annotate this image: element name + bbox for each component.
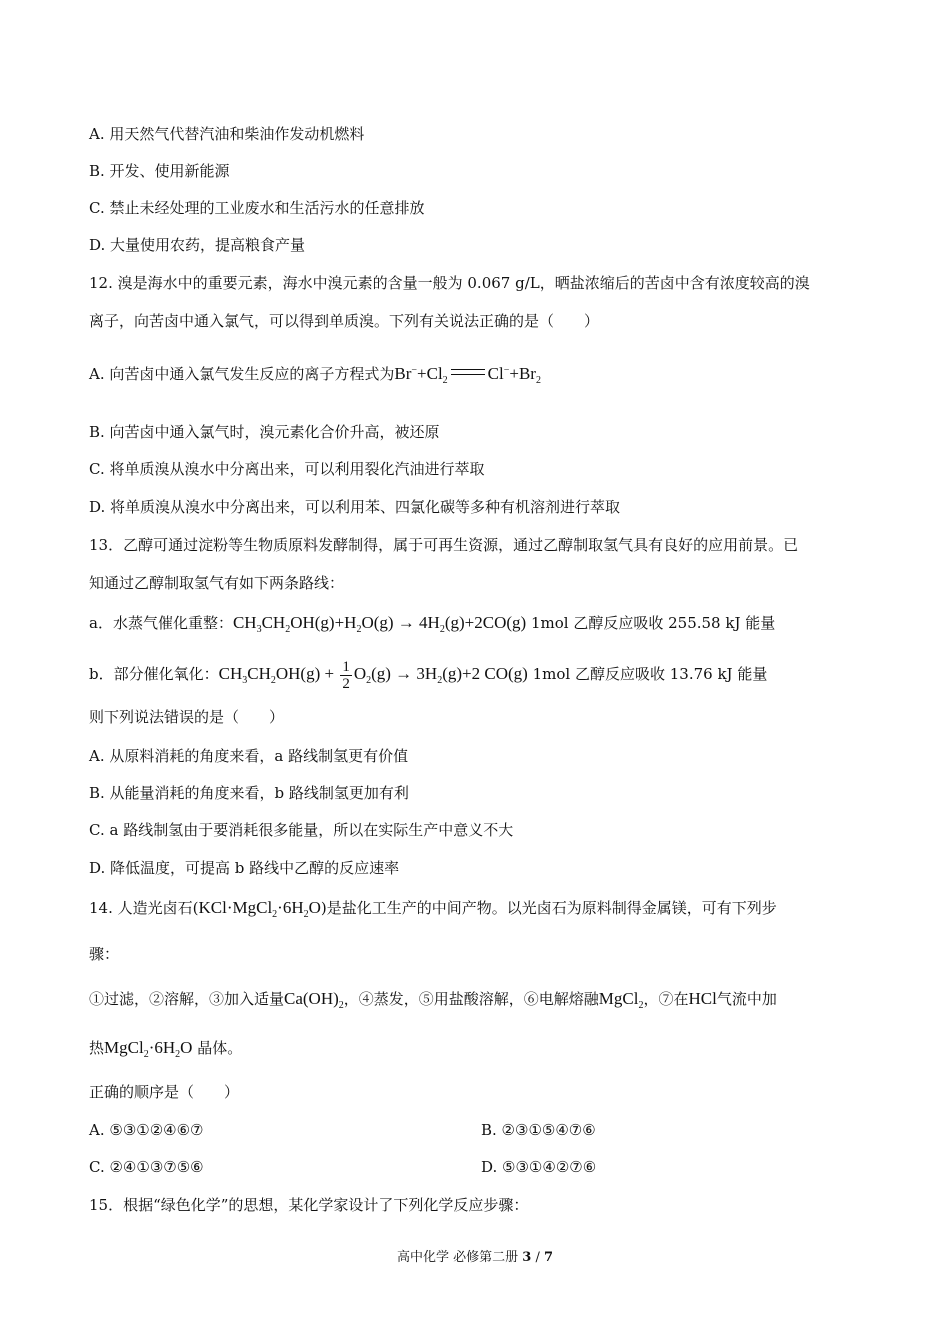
q13-stem-line2: 知通过乙醇制取氢气有如下两条路线： [89, 574, 345, 592]
q14-question: 正确的顺序是（ ） [89, 1083, 240, 1101]
q13-route-b: b．部分催化氧化：$CH_3CH_2OH(g)$ + $\frac{1}{2}$ $O_2(g) \to 3H_2(g)+2$ CO(g) 1mol 乙醇反应吸收 13.76 kJ 能量 [89, 658, 768, 692]
q13-option-a: A. 从原料消耗的角度来看，a 路线制氢更有价值 [89, 747, 409, 765]
q14-steps-line2: 热$MgCl_2\cdot 6H_2O$ 晶体。 [89, 1038, 243, 1060]
q13-stem-line1: 13．乙醇可通过淀粉等生物质原料发酵制得，属于可再生资源，通过乙醇制取氢气具有良好的应用前景。已 [89, 536, 799, 554]
q12-option-b: B. 向苦卤中通入氯气时，溴元素化合价升高，被还原 [89, 423, 440, 441]
q11-option-c: C. 禁止未经处理的工业废水和生活污水的任意排放 [89, 199, 425, 217]
q14-steps: ①过滤，②溶解，③加入适量$Ca(OH)_2$，④蒸发，⑤用盐酸溶解，⑥电解熔融MgCl$_2$，⑦在HCl气流中加 [89, 989, 777, 1011]
q11-option-a: A. 用天然气代替汽油和柴油作发动机燃料 [89, 125, 365, 143]
page-footer: 高中化学 必修第二册 3 / 7 [396, 1250, 554, 1265]
q13-option-b: B. 从能量消耗的角度来看，b 路线制氢更加有利 [89, 784, 409, 802]
q12-option-a-text: A. 向苦卤中通入氯气发生反应的离子方程式为 [89, 365, 395, 383]
q12-ionic-equation: $Br^-+Cl_2$ $Cl^-+Br_2$ [394, 364, 541, 386]
q11-option-d: D. 大量使用农药，提高粮食产量 [89, 236, 306, 254]
q13-equation-a: $CH_3CH_2OH(g)+H_2O(g) \to 4H_2(g)+2CO(g)$ [232, 613, 527, 635]
q12-stem-line1: 12. 溴是海水中的重要元素，海水中溴元素的含量一般为 0.067 g/L，晒盐浓缩后的苦卤中含有浓度较高的溴 [89, 274, 810, 292]
q14-formula-carnallite: $KCl\cdot MgCl_2\cdot 6H_2O$ [198, 898, 321, 920]
q12-option-c: C. 将单质溴从溴水中分离出来，可以利用裂化汽油进行萃取 [89, 460, 485, 478]
q14-stem-line1: 14. 人造光卤石$(KCl\cdot MgCl_2\cdot 6H_2O)$是盐化工生产的中间产物。以光卤石为原料制得金属镁，可有下列步 [89, 898, 777, 920]
q11-option-b: B. 开发、使用新能源 [89, 162, 230, 180]
q14-option-a: A. ⑤③①②④⑥⑦ [89, 1121, 204, 1139]
q12-option-a [89, 364, 541, 384]
footer-title: 高中化学 必修第二册 [396, 1250, 519, 1265]
q14-option-d: D. ⑤③①④②⑦⑥ [481, 1158, 597, 1176]
q14-option-b: B. ②③①⑤④⑦⑥ [481, 1121, 596, 1139]
q13-option-d: D. 降低温度，可提高 b 路线中乙醇的反应速率 [89, 859, 400, 877]
page-number: 3 [522, 1250, 532, 1265]
q12-option-d: D. 将单质溴从溴水中分离出来，可以利用苯、四氯化碳等多种有机溶剂进行萃取 [89, 498, 621, 516]
equals-sign [451, 369, 485, 375]
q13-equation-b: $CH_3CH_2OH(g)$ + $\frac{1}{2}$ $O_2(g) \to 3H_2(g)+2$ CO(g) [218, 658, 528, 692]
q14-stem-line2: 骤： [89, 945, 120, 963]
q12-stem-line2: 离子，向苦卤中通入氯气，可以得到单质溴。下列有关说法正确的是（ ） [89, 312, 600, 330]
page-total: 7 [543, 1250, 554, 1265]
q15-stem-line1: 15．根据“绿色化学”的思想，某化学家设计了下列化学反应步骤： [89, 1196, 529, 1214]
q13-question: 则下列说法错误的是（ ） [89, 708, 285, 726]
q13-route-a: a．水蒸气催化重整：$CH_3CH_2OH(g)+H_2O(g) \to 4H_2(g)+2CO(g)$ 1mol 乙醇反应吸收 255.58 kJ 能量 [89, 613, 776, 635]
q14-option-c: C. ②④①③⑦⑤⑥ [89, 1158, 204, 1176]
q13-option-c: C. a 路线制氢由于要消耗很多能量，所以在实际生产中意义不大 [89, 821, 514, 839]
